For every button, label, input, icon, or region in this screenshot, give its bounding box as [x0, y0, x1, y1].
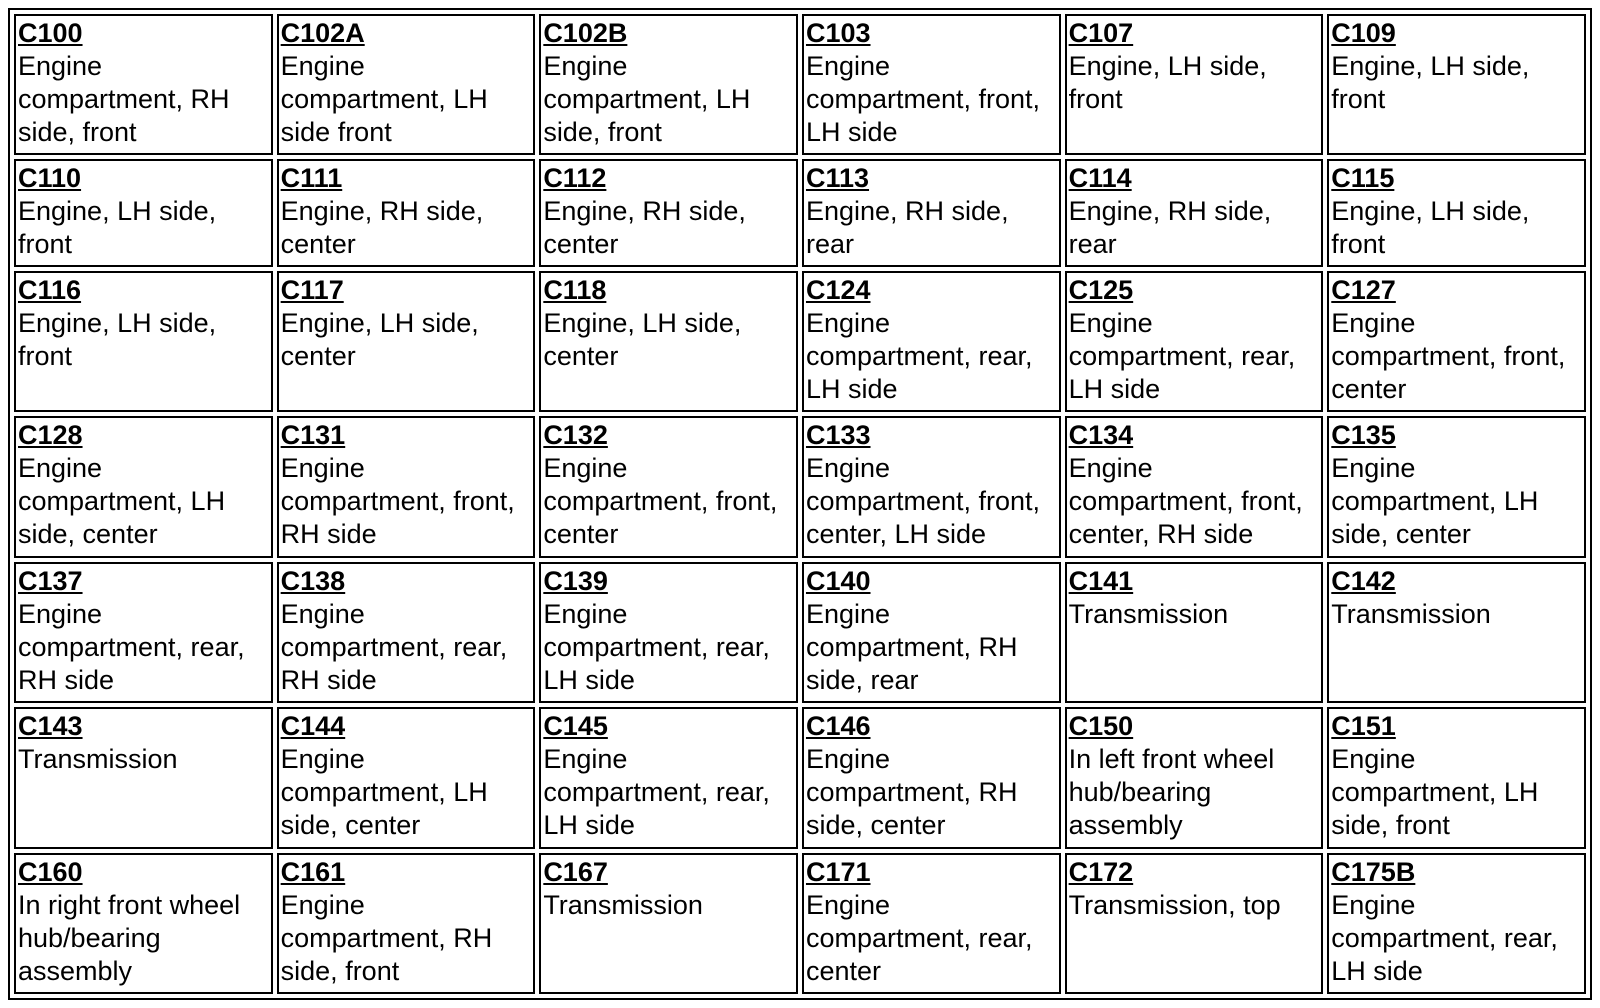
connector-location: Engine compartment, LH side, front — [543, 51, 751, 147]
connector-code-link[interactable]: C134 — [1068, 420, 1134, 451]
table-cell — [802, 416, 1061, 557]
table-cell — [14, 707, 273, 848]
table-cell — [539, 271, 798, 412]
table-cell — [1065, 853, 1324, 994]
connector-location: Engine compartment, RH side, rear — [805, 598, 1018, 695]
table-row — [14, 707, 1586, 848]
connector-location: In left front wheel hub/bearing assembly — [1068, 744, 1275, 841]
connector-location: Engine compartment, rear, center — [805, 889, 1033, 986]
table-cell — [1327, 159, 1586, 266]
connector-location: Engine compartment, LH side front — [280, 51, 488, 147]
connector-code-link[interactable]: C142 — [1331, 565, 1396, 596]
connector-location: Engine compartment, front, RH side — [280, 453, 515, 550]
connector-code-link[interactable]: C102A — [280, 18, 365, 48]
connector-location: Engine compartment, RH side, front — [280, 889, 493, 986]
table-cell — [277, 562, 536, 703]
connector-location: Engine, RH side, rear — [805, 196, 1009, 260]
connector-code-link[interactable]: C139 — [543, 565, 608, 596]
connector-location: Transmission — [543, 889, 703, 920]
connector-code-link[interactable]: C128 — [18, 420, 83, 451]
connector-location-table — [8, 8, 1592, 1000]
table-cell — [1065, 562, 1324, 703]
table-cell — [14, 271, 273, 412]
connector-location: Engine compartment, rear, LH side — [543, 598, 770, 695]
table-row — [14, 562, 1586, 703]
connector-location: Engine compartment, LH side, front — [1331, 744, 1539, 841]
connector-location: Transmission, top — [1068, 889, 1281, 920]
table-cell — [1327, 14, 1586, 155]
connector-location: Engine compartment, front, center, RH side — [1068, 453, 1303, 550]
table-row — [14, 159, 1586, 266]
table-cell — [14, 14, 273, 155]
table-cell — [1065, 271, 1324, 412]
connector-location: Engine compartment, RH side, center — [805, 744, 1018, 841]
table-cell — [277, 707, 536, 848]
table-cell — [1327, 853, 1586, 994]
table-cell — [539, 853, 798, 994]
connector-location: Engine compartment, rear, LH side — [805, 307, 1033, 404]
connector-location: In right front wheel hub/bearing assembly — [18, 889, 241, 986]
connector-location: Engine, LH side, front — [1068, 51, 1267, 114]
table-cell — [1065, 416, 1324, 557]
connector-code-link[interactable]: C160 — [18, 856, 83, 887]
connector-location: Engine compartment, LH side, center — [280, 744, 488, 841]
connector-location: Engine compartment, front, center — [1331, 307, 1566, 404]
connector-location: Engine, LH side, center — [543, 307, 742, 371]
connector-code-link[interactable]: C117 — [280, 274, 344, 305]
connector-code-link[interactable]: C135 — [1331, 420, 1396, 451]
connector-code-link[interactable]: C143 — [18, 711, 83, 742]
table-cell — [14, 562, 273, 703]
table-cell — [277, 14, 536, 155]
connector-location: Engine, RH side, center — [543, 196, 746, 260]
table-cell — [1065, 159, 1324, 266]
connector-code-link[interactable]: C146 — [805, 711, 871, 742]
table-cell — [1327, 707, 1586, 848]
table-cell — [277, 853, 536, 994]
connector-code-link[interactable]: C110 — [18, 163, 82, 194]
connector-code-link[interactable]: C132 — [543, 420, 608, 451]
table-cell — [539, 159, 798, 266]
connector-location: Engine compartment, front, center, LH side — [805, 453, 1041, 550]
connector-location: Engine compartment, front, LH side — [805, 51, 1041, 147]
connector-code-link[interactable]: C133 — [805, 420, 871, 451]
table-cell — [277, 271, 536, 412]
table-cell — [1327, 271, 1586, 412]
connector-code-link[interactable]: C103 — [805, 18, 871, 48]
connector-code-link[interactable]: C144 — [280, 711, 346, 742]
table-cell — [14, 416, 273, 557]
connector-code-link[interactable]: C151 — [1331, 711, 1396, 742]
table-cell — [14, 159, 273, 266]
table-cell — [277, 416, 536, 557]
connector-code-link[interactable]: C131 — [280, 420, 346, 451]
table-cell — [1065, 707, 1324, 848]
table-cell — [277, 159, 536, 266]
connector-code-link[interactable]: C102B — [543, 18, 628, 48]
connector-location: Engine, LH side, front — [1331, 51, 1530, 114]
connector-code-link[interactable]: C107 — [1068, 18, 1134, 48]
connector-location: Engine, LH side, front — [18, 307, 217, 371]
connector-code-link[interactable]: C150 — [1068, 711, 1134, 742]
connector-code-link[interactable]: C175B — [1331, 856, 1416, 887]
table-row — [14, 416, 1586, 557]
connector-code-link[interactable]: C113 — [805, 163, 870, 194]
connector-location: Engine compartment, rear, RH side — [280, 598, 508, 695]
connector-location: Engine compartment, LH side, center — [1331, 453, 1539, 550]
connector-location: Transmission — [1331, 598, 1491, 629]
connector-location: Engine compartment, rear, RH side — [18, 598, 245, 695]
connector-code-link[interactable]: C137 — [18, 565, 83, 596]
connector-location: Engine, RH side, center — [280, 196, 484, 260]
connector-location: Transmission — [1068, 598, 1229, 629]
table-row — [14, 14, 1586, 155]
connector-code-link[interactable]: C171 — [805, 856, 871, 887]
table-cell — [14, 853, 273, 994]
connector-location: Engine compartment, front, center — [543, 453, 778, 550]
table-cell — [539, 416, 798, 557]
table-cell — [539, 707, 798, 848]
table-cell — [1327, 562, 1586, 703]
connector-code-link[interactable]: C127 — [1331, 274, 1396, 305]
connector-code-link[interactable]: C115 — [1331, 163, 1395, 194]
connector-code-link[interactable]: C114 — [1068, 163, 1132, 194]
connector-code-link[interactable]: C118 — [543, 274, 607, 305]
connector-code-link[interactable]: C167 — [543, 856, 608, 887]
connector-code-link[interactable]: C116 — [18, 274, 82, 305]
connector-code-link[interactable]: C141 — [1068, 565, 1134, 596]
connector-location-table-wrapper — [8, 8, 1592, 1000]
connector-code-link[interactable]: C145 — [543, 711, 608, 742]
table-cell — [539, 14, 798, 155]
connector-location: Engine compartment, LH side, center — [18, 453, 226, 550]
table-cell — [802, 562, 1061, 703]
connector-location: Engine, LH side, center — [280, 307, 479, 371]
connector-code-link[interactable]: C161 — [280, 856, 346, 887]
table-cell — [539, 562, 798, 703]
connector-code-link[interactable]: C109 — [1331, 18, 1396, 48]
table-cell — [1327, 416, 1586, 557]
connector-code-link[interactable]: C172 — [1068, 856, 1134, 887]
connector-code-link[interactable]: C100 — [18, 18, 83, 48]
connector-code-link[interactable]: C138 — [280, 565, 346, 596]
connector-code-link[interactable]: C125 — [1068, 274, 1134, 305]
table-row — [14, 853, 1586, 994]
connector-code-link[interactable]: C111 — [280, 163, 343, 194]
connector-location: Engine compartment, rear, LH side — [543, 744, 770, 841]
connector-code-link[interactable]: C112 — [543, 163, 607, 194]
table-cell — [802, 159, 1061, 266]
table-cell — [1065, 14, 1324, 155]
connector-code-link[interactable]: C124 — [805, 274, 871, 305]
connector-location: Engine, LH side, front — [18, 196, 217, 260]
table-cell — [802, 707, 1061, 848]
connector-location: Engine, RH side, rear — [1068, 196, 1272, 260]
connector-location: Transmission — [18, 744, 178, 775]
table-row — [14, 271, 1586, 412]
connector-location: Engine compartment, RH side, front — [18, 51, 230, 147]
connector-location: Engine, LH side, front — [1331, 196, 1530, 260]
connector-location: Engine compartment, rear, LH side — [1331, 889, 1558, 986]
table-cell — [802, 271, 1061, 412]
table-cell — [802, 14, 1061, 155]
table-cell — [802, 853, 1061, 994]
connector-location: Engine compartment, rear, LH side — [1068, 307, 1296, 404]
connector-code-link[interactable]: C140 — [805, 565, 871, 596]
